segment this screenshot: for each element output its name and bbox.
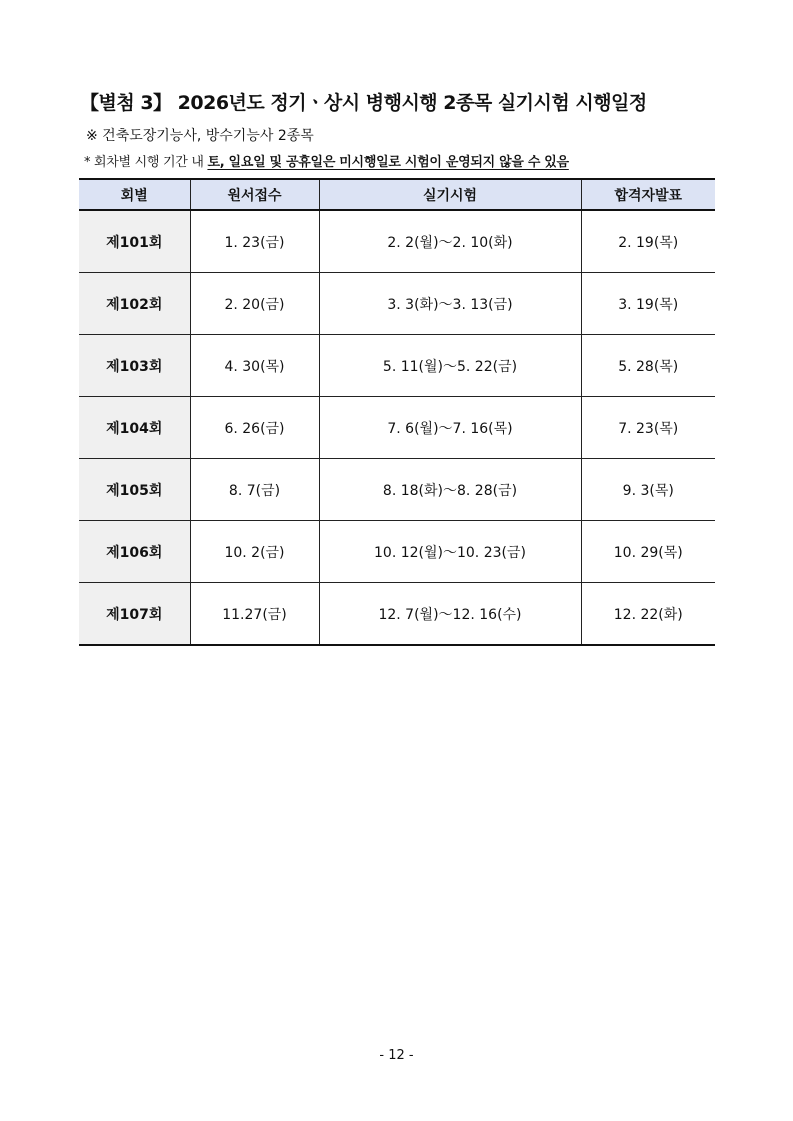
cell-application: 8. 7(금) bbox=[190, 459, 319, 521]
table-row bbox=[79, 397, 715, 459]
note-exclusion bbox=[84, 151, 569, 170]
table-header-row bbox=[79, 179, 715, 210]
table-row bbox=[79, 459, 715, 521]
table-row bbox=[79, 210, 715, 273]
document-title: 【별첨 3】 2026년도 정기ㆍ상시 병행시행 2종목 실기시험 시행일정 bbox=[80, 92, 647, 114]
cell-application: 10. 2(금) bbox=[190, 521, 319, 583]
cell-application: 2. 20(금) bbox=[190, 273, 319, 335]
cell-result-announcement: 12. 22(화) bbox=[581, 583, 715, 646]
table-row bbox=[79, 335, 715, 397]
cell-practical-exam: 12. 7(월)～12. 16(수) bbox=[319, 583, 581, 646]
header-application: 원서접수 bbox=[190, 179, 319, 210]
cell-round: 제106회 bbox=[79, 521, 190, 583]
cell-application: 1. 23(금) bbox=[190, 210, 319, 273]
note-subjects: ※ 건축도장기능사, 방수기능사 2종목 bbox=[86, 128, 314, 144]
cell-result-announcement: 2. 19(목) bbox=[581, 210, 715, 273]
cell-result-announcement: 10. 29(목) bbox=[581, 521, 715, 583]
page-number: - 12 - bbox=[379, 1048, 414, 1063]
cell-practical-exam: 8. 18(화)～8. 28(금) bbox=[319, 459, 581, 521]
cell-practical-exam: 5. 11(월)～5. 22(금) bbox=[319, 335, 581, 397]
cell-round: 제102회 bbox=[79, 273, 190, 335]
cell-result-announcement: 7. 23(목) bbox=[581, 397, 715, 459]
cell-practical-exam: 10. 12(월)～10. 23(금) bbox=[319, 521, 581, 583]
cell-result-announcement: 3. 19(목) bbox=[581, 273, 715, 335]
cell-practical-exam: 7. 6(월)～7. 16(목) bbox=[319, 397, 581, 459]
header-round: 회별 bbox=[79, 179, 190, 210]
cell-result-announcement: 5. 28(목) bbox=[581, 335, 715, 397]
cell-round: 제107회 bbox=[79, 583, 190, 646]
cell-result-announcement: 9. 3(목) bbox=[581, 459, 715, 521]
cell-application: 4. 30(목) bbox=[190, 335, 319, 397]
note-exclusion-emphasis: 토, 일요일 및 공휴일은 미시행일로 시험이 운영되지 않을 수 있음 bbox=[207, 155, 569, 170]
table-row bbox=[79, 583, 715, 646]
table-row bbox=[79, 273, 715, 335]
table-row bbox=[79, 521, 715, 583]
cell-round: 제101회 bbox=[79, 210, 190, 273]
cell-practical-exam: 3. 3(화)～3. 13(금) bbox=[319, 273, 581, 335]
cell-round: 제105회 bbox=[79, 459, 190, 521]
cell-practical-exam: 2. 2(월)～2. 10(화) bbox=[319, 210, 581, 273]
header-practical-exam: 실기시험 bbox=[319, 179, 581, 210]
cell-round: 제103회 bbox=[79, 335, 190, 397]
header-result-announcement: 합격자발표 bbox=[581, 179, 715, 210]
schedule-table bbox=[79, 178, 715, 646]
cell-round: 제104회 bbox=[79, 397, 190, 459]
cell-application: 6. 26(금) bbox=[190, 397, 319, 459]
note-exclusion-prefix: * 회차별 시행 기간 내 bbox=[84, 155, 208, 170]
cell-application: 11.27(금) bbox=[190, 583, 319, 646]
